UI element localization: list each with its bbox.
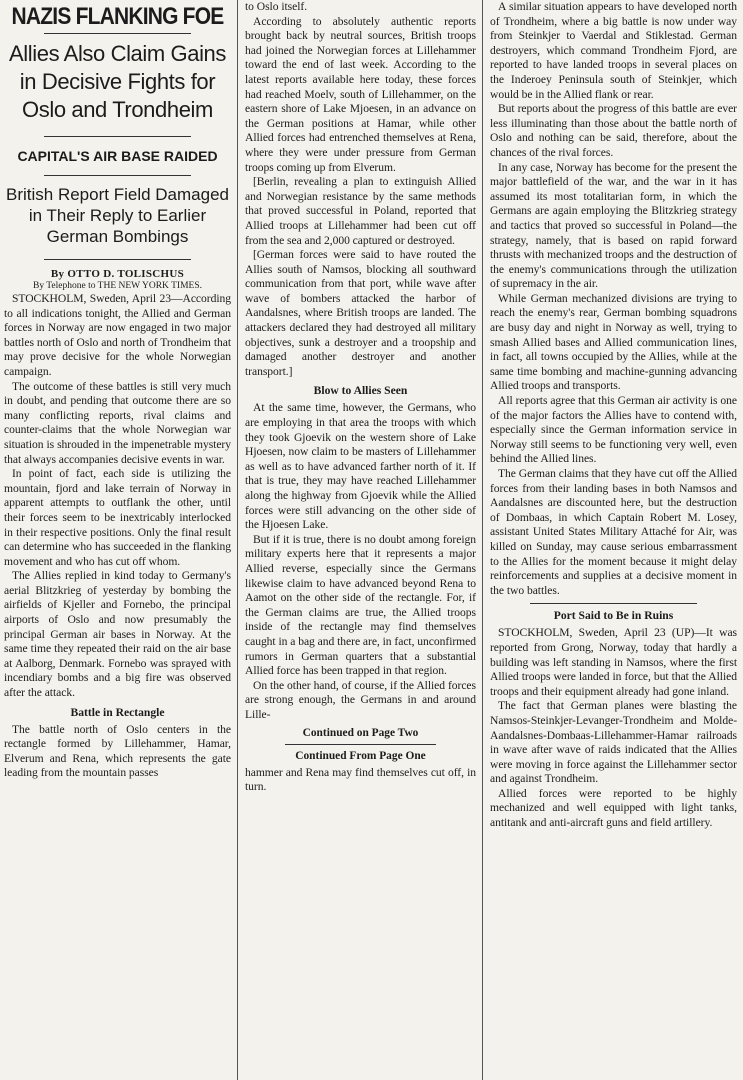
divider	[530, 603, 697, 604]
deck-1	[4, 40, 231, 124]
deck-3-line: in Their Reply to Earlier	[28, 206, 207, 225]
paragraph: But if it is true, there is no doubt among foreign military experts here that it represents a major Allied reverse, especially since the Germans likewise claim to have advanced beyond Rena to Aamot on the other side of the rectangle. For, if the German claims are true, the Allied troops inside of the rectangle may find themselves caught in a bag and there are, in fact, unconfirmed rumors in German quarters that a substantial Allied force has been trapped in that region.	[245, 532, 476, 678]
paragraph: On the other hand, of course, if the Allied forces are strong enough, the Germans in and around Lille-	[245, 678, 476, 721]
byline: By OTTO D. TOLISCHUS	[50, 268, 185, 280]
deck-3-line: British Report Field Damaged	[6, 185, 229, 204]
divider	[44, 33, 191, 34]
paragraph: A similar situation appears to have developed north of Trondheim, where a big battle is now under way from Steinkjer to Vaerdal and Stiklestad. German destroyers, which command Trondheim Fjord, are reported to have landed troops in several places on the Inderoey Peninsula south of Steinkjer, which would be in the Allied flank or rear.	[490, 0, 737, 101]
deck-1-line: Oslo and Trondheim	[22, 97, 213, 122]
deck-1-line: in Decisive Fights for	[19, 69, 216, 94]
paragraph: In any case, Norway has become for the present the major battlefield of the war, and the war in it has assumed its most totalitarian form, in which the Germans are again employing the Blitzkrieg strategy and tactics that proved so successful in Poland—the strategy, namely, that is based on rapid forward thrusts with mechanized troops and the destruction of the enemy's communications through the utilization of supremacy in the air.	[490, 160, 737, 291]
paragraph: While German mechanized divisions are trying to reach the enemy's rear, German bombing squadrons are busy day and night in Norway as well, trying to smash Allied bases and Allied communication lines, in fact, all towns occupied by the Allies, while at the same time bombing and machine-gunning advancing Allied troops and transports.	[490, 291, 737, 393]
column-3	[484, 0, 743, 1080]
paragraph: STOCKHOLM, Sweden, April 23—According to all indications tonight, the Allied and German forces in Norway are now engaged in two major battles north of Oslo and north of Trondheim that may prove decisive for the whole Norwegian campaign.	[4, 292, 231, 378]
continued-from: Continued From Page One	[295, 749, 426, 762]
divider	[44, 259, 191, 260]
paragraph: The German claims that they have cut off the Allied forces from their landing bases in both Namsos and Aandalsnes are discounted here, but the destruction of Dombaas, in which Captain Robert M. Losey, assistant United States Military Attaché for Air, was killed on Sunday, may cause serious embarrassment to the Allies for the moment because it might delay reinforcements and supplies at a decisive moment in the two battles.	[490, 467, 737, 597]
divider	[285, 744, 436, 745]
deck-3	[4, 184, 231, 247]
main-headline: NAZIS FLANKING FOE	[11, 3, 224, 30]
paragraph: The fact that German planes were blasting the Namsos-Steinkjer-Levanger-Trondheim and Molde-Aandalsnes-Dombaas-Lillehammer-Hamar railroads in wave after wave of raids indicated that the Allies were moving in force against the Lillehammer sector and against Trondheim.	[490, 699, 737, 786]
paragraph: The outcome of these battles is still very much in doubt, and pending that outcome there are so many conflicting reports, rival claims and counter-claims that the whole Norwegian war situation is shrouded in the impenetrable mystery that always accompanies decisive events in war.	[4, 379, 231, 466]
paragraph: According to absolutely authentic reports brought back by neutral sources, British troops had joined the Norwegian forces at Lillehammer toward the end of last week. According to the latest reports available here today, these forces had reached Moelv, south of Lillehammer, on the eastern shore of Lake Mjoesen, in an advance on the German positions at Hamar, while other Allied forces had entrenched themselves at Rena, where they were under pressure from German troops coming up from Elverum.	[245, 14, 476, 174]
column-1	[0, 0, 238, 1080]
paragraph: At the same time, however, the Germans, who are employing in that area the troops with which they took Gjoevik on the western shore of Lake Hjoesen, now claim to be masters of Lillehammer as well as to have advanced farther north of it. If that is true, they may have reached Lillehammer along the highway from Gjoevik while the Allied forces were still advancing on the other side of the Hjoesen Lake.	[245, 401, 476, 532]
paragraph: The battle north of Oslo centers in the rectangle formed by Lillehammer, Hamar, Elverum and Rena, which represents the gate leading from the mountain passes	[4, 722, 231, 780]
paragraph: But reports about the progress of this battle are ever less illuminating than those about the battle north of Oslo and nothing can be said, therefore, about the chances of the rival forces.	[490, 102, 737, 159]
paragraph: [German forces were said to have routed the Allies south of Namsos, blocking all southward communication from that port, while wave after wave of bombers attacked the harbor of Aandalsnes, where British troops are landed. The attackers declared they had destroyed all military objectives, sunk a destroyer and a troopship and damaged another destroyer and another transport.]	[245, 248, 476, 378]
deck-1-line: Allies Also Claim Gains	[9, 41, 226, 66]
paragraph: Allied forces were reported to be highly mechanized and well equipped with light tanks, antitank and anti-aircraft guns and field artillery.	[490, 786, 737, 830]
deck-3-line: German Bombings	[46, 227, 189, 246]
divider	[44, 175, 191, 176]
deck-2: CAPITAL'S AIR BASE RAIDED	[17, 148, 218, 164]
paragraph: to Oslo itself.	[245, 0, 308, 13]
paragraph: All reports agree that this German air activity is one of the major factors the Allies have to contend with, especially since the German information service in Norway still seems to be functioning very well, even behind the Allied lines.	[490, 394, 737, 466]
column-2	[239, 0, 483, 1080]
continued-on: Continued on Page Two	[302, 726, 419, 739]
subhead: Blow to Allies Seen	[313, 384, 408, 398]
paragraph: The Allies replied in kind today to Germany's aerial Blitzkrieg of yesterday by bombing the airfields of Kjeller and Fornebo, the principal airports of Oslo and now presumably the principal German air bases in Norway. At the same time they repeated their raid on the air base at Aalborg, Denmark. Fornebo was sprayed with incendiary bombs and a big fire was observed after the attack.	[4, 569, 231, 700]
paragraph: hammer and Rena may find themselves cut off, in turn.	[245, 765, 476, 794]
subhead: Port Said to Be in Ruins	[553, 609, 674, 623]
paragraph: STOCKHOLM, Sweden, April 23 (UP)—It was reported from Grong, Norway, today that hardly a building was left standing in Namsos, where the first Allied troops were landed in force, but that the Allied troops and their equipment already had gone inland.	[490, 626, 737, 698]
paragraph: In point of fact, each side is utilizing the mountain, fjord and lake terrain of Norway in apparent attempts to outflank the other, until their forces seem to be inextricably interlocked in their respective positions. Only the final result can determine who has succeeded in the flanking movement and who has cut off whom.	[4, 467, 231, 568]
byline-credit: By Telephone to THE NEW YORK TIMES.	[32, 281, 202, 291]
divider	[44, 136, 191, 137]
subhead: Battle in Rectangle	[70, 705, 165, 719]
paragraph: [Berlin, revealing a plan to extinguish Allied and Norwegian resistance by the same methods that proved successful in Poland, reported that Allied troops at Lillehammer had been cut off from the sea and 2,000 captured or destroyed.	[245, 175, 476, 247]
